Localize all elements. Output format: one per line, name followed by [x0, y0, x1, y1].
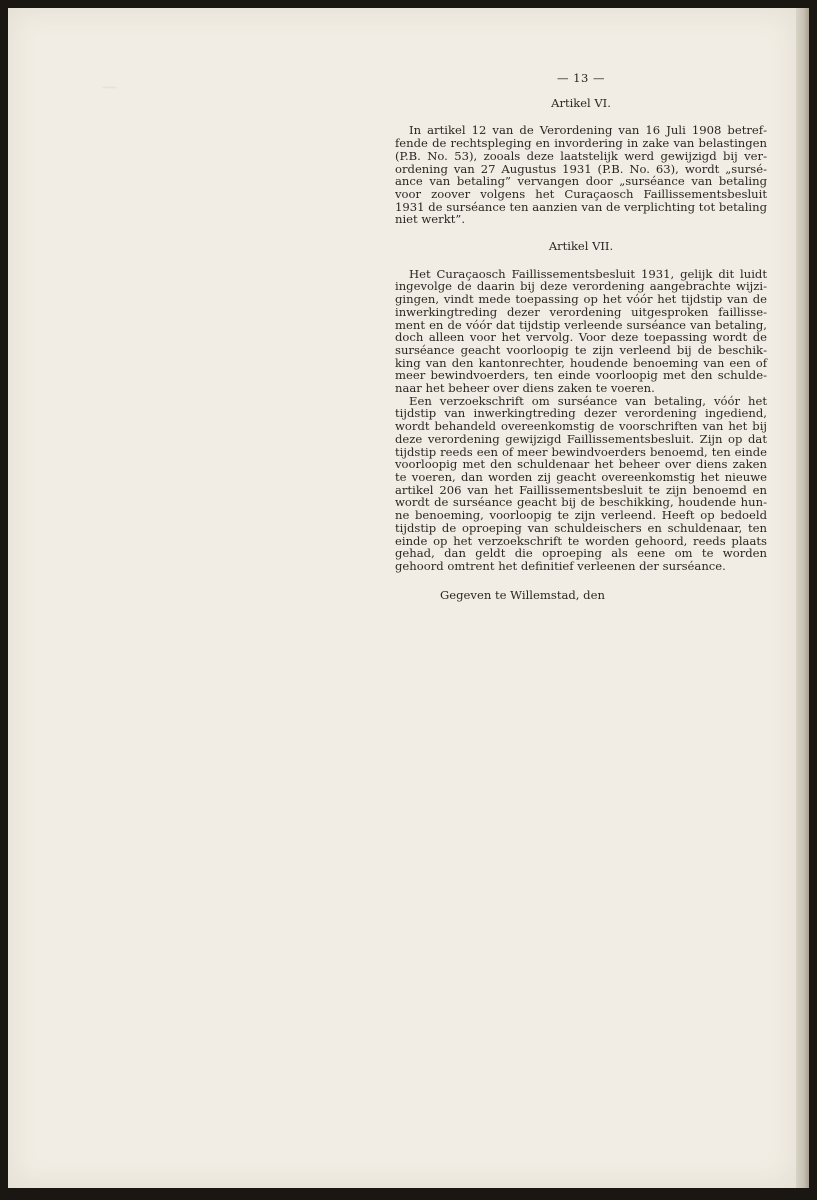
- page-number: — 13 —: [557, 71, 605, 85]
- page-edge: [796, 8, 809, 1188]
- document-body: [395, 72, 767, 601]
- article-paragraph: Het Curaçaosch Faillissementsbesluit 1931, gelijk dit luidt ingevolge de daarin bij deze verordening aangebrachte wijzigingen, vindt mede toepassing op het vóór het tijdstip van de inwerkingtreding dezer verordening uitgesproken faillissement en de vóór dat tijdstip verleende surséance van betaling, doch alleen voor het vervolg. Voor deze toepassing wordt de surséance geacht voorloopig te zijn verleend bij de beschikking van den kantonrechter, houdende benoeming van een of meer bewindvoerders, ten einde voorloopig met den schuldenaar het beheer over diens zaken te voeren.: [395, 266, 767, 396]
- article-heading: Artikel VI.: [551, 95, 611, 110]
- article-paragraph: In artikel 12 van de Verordening van 16 Juli 1908 betreffende de rechtspleging en invordering in zake van belastingen (P.B. No. 53), zooals deze laatstelijk werd gewijzigd bij verordening van 27 Augustus 1931 (P.B. No. 63), wordt „surséance van betaling” vervangen door „surséance van betaling voor zoover volgens het Curaçaosch Faillissementsbesluit 1931 de surséance ten aanzien van de verplichting tot betaling niet werkt”.: [395, 123, 767, 227]
- article-paragraph: Een verzoekschrift om surséance van betaling, vóór het tijdstip van inwerkingtreding dezer verordening ingediend, wordt behandeld overeenkomstig de voorschriften van het bij deze verordening gewijzigd Faillissementsbesluit. Zijn op dat tijdstip reeds een of meer bewindvoerders benoemd, ten einde voorloopig met den schuldenaar het beheer over diens zaken te voeren, dan worden zij geacht overeenkomstig het nieuwe artikel 206 van het Faillissementsbesluit te zijn benoemd en wordt de surséance geacht bij de beschikking, houdende hunne benoeming, voorloopig te zijn verleend. Heeft op bedoeld tijdstip de oproeping van schuldeischers en schuldenaar, ten einde op het verzoekschrift te worden gehoord, reeds plaats gehad, dan geldt die oproeping als eene om te worden gehoord omtrent het definitief verleenen der surséance.: [395, 393, 767, 573]
- closing-line: Gegeven te Willemstad, den: [440, 587, 605, 602]
- article-heading: Artikel VII.: [548, 239, 614, 254]
- bleed-through-shadow: ─: [103, 76, 117, 101]
